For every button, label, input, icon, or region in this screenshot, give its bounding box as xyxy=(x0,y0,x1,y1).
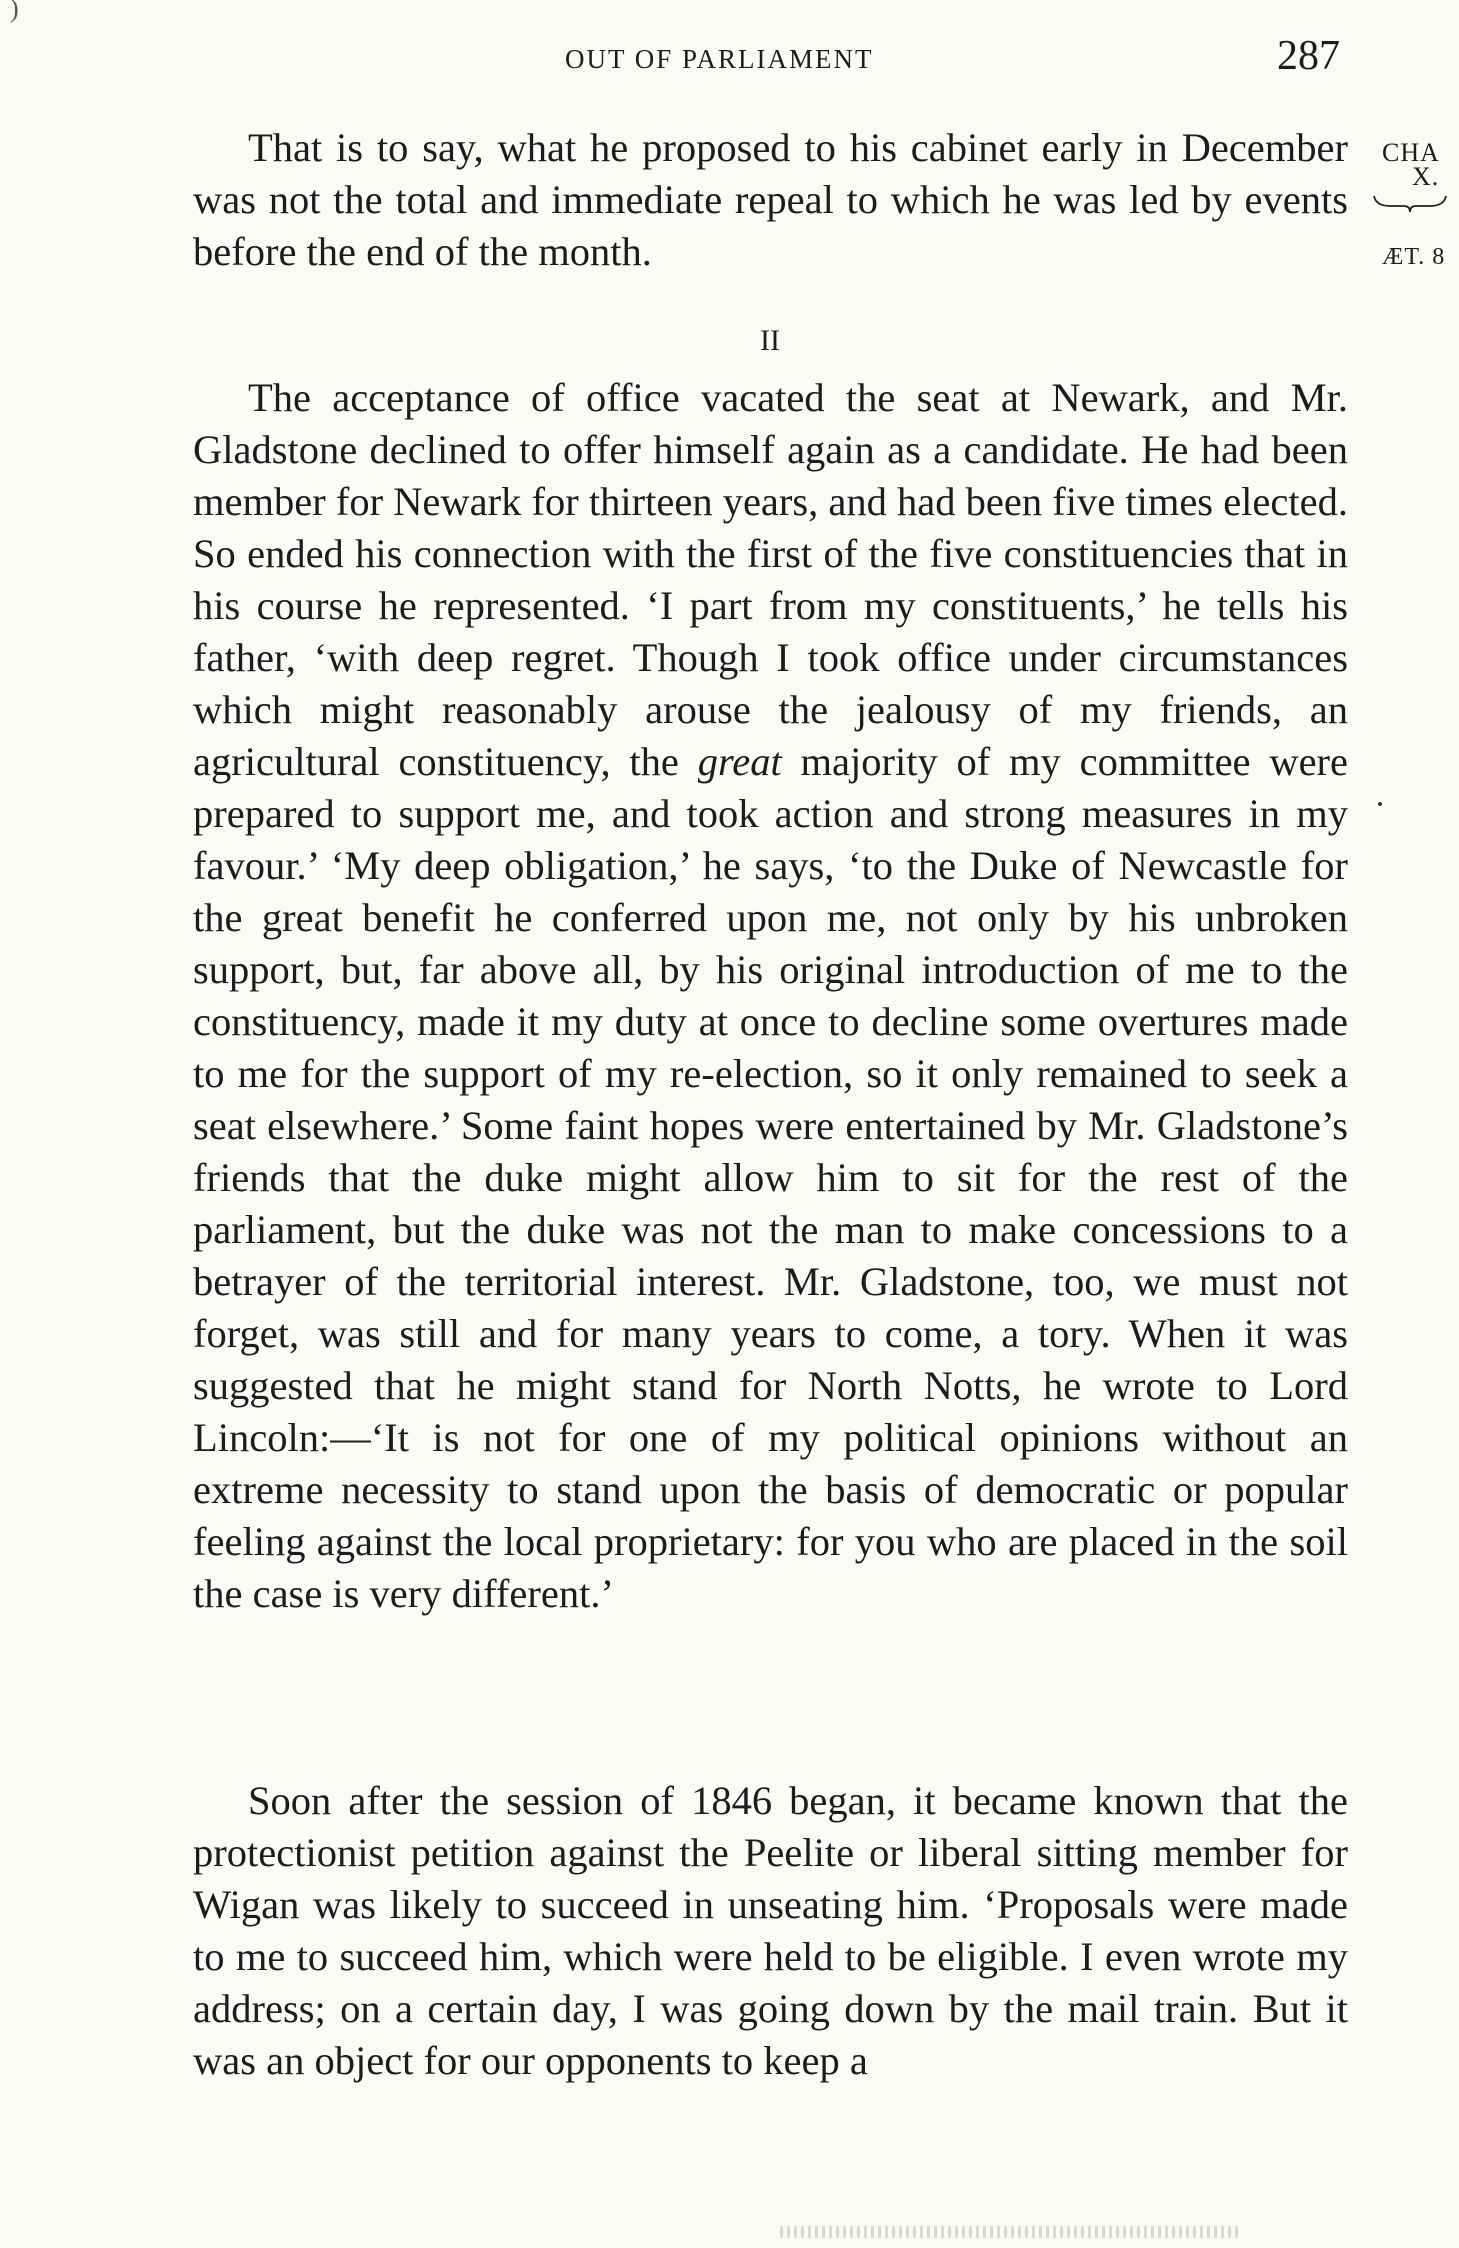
stray-ink-dot xyxy=(1378,802,1382,806)
margin-chapter-label: CHA xyxy=(1382,138,1440,167)
margin-brace-icon xyxy=(1372,194,1448,214)
running-head: OUT OF PARLIAMENT xyxy=(565,44,874,74)
paragraph-2-text-b: majority of my committee were prepared to support me, and took action and strong measures in my favour.’ ‘My deep obligation,’ he says, ‘to the Duke of Newcastle for the great benefit he conferred upon me, not only by his unbroken support, but, far above all, by his original introduction of me to the constituency, made it my duty at once to decline some overtures made to me for the support of my re-election, so it only remained to seek a seat elsewhere.’ Some faint hopes were entertained by Mr. Gladstone’s friends that the duke might allow him to sit for the rest of the parliament, but the duke was not the man to make concessions to a betrayer of the territorial interest. Mr. Gladstone, too, we must not forget, was still and for many years to come, a tory. When it was suggested that he might stand for North Notts, he wrote to Lord Lincoln:—‘It is not for one of my political opinions without an extreme necessity to stand upon the basis of democratic or popular feeling against the local proprietary: for you who are placed in the soil the case is very different.’ xyxy=(193,739,1349,1616)
paragraph-2 xyxy=(193,372,1348,1620)
paragraph-3: Soon after the session of 1846 began, it became known that the protectionist petition against the Peelite or liberal sitting member for Wigan was likely to succeed in unseating him. ‘Proposals were made to me to succeed him, which were held to be eligible. I even wrote my address; on a certain day, I was going down by the mail train. But it was an object for our opponents to keep a xyxy=(193,1778,1348,2083)
margin-chapter-number: X. xyxy=(1412,162,1440,191)
italic-word: great xyxy=(697,739,782,784)
margin-age-note: ÆT. 8 xyxy=(1382,244,1446,270)
scan-edge-mark: ) xyxy=(10,0,19,23)
section-number: II xyxy=(760,324,780,357)
page-number: 287 xyxy=(1277,33,1340,79)
paragraph-2-text-a: The acceptance of office vacated the seat at Newark, and Mr. Gladstone declined to offer himself again as a candidate. He had been member for Newark for thirteen years, and had been five times elected. So ended his connection with the first of the five constituencies that in his course he represented. ‘I part from my constituents,’ he tells his father, ‘with deep regret. Though I took office under circumstances which might reasonably arouse the jealousy of my friends, an agricultural constituency, the xyxy=(193,375,1348,784)
paragraph-1: That is to say, what he proposed to his cabinet early in December was not the total and immediate repeal to which he was led by events before the end of the month. xyxy=(193,125,1348,274)
scan-smudge xyxy=(780,2226,1240,2238)
